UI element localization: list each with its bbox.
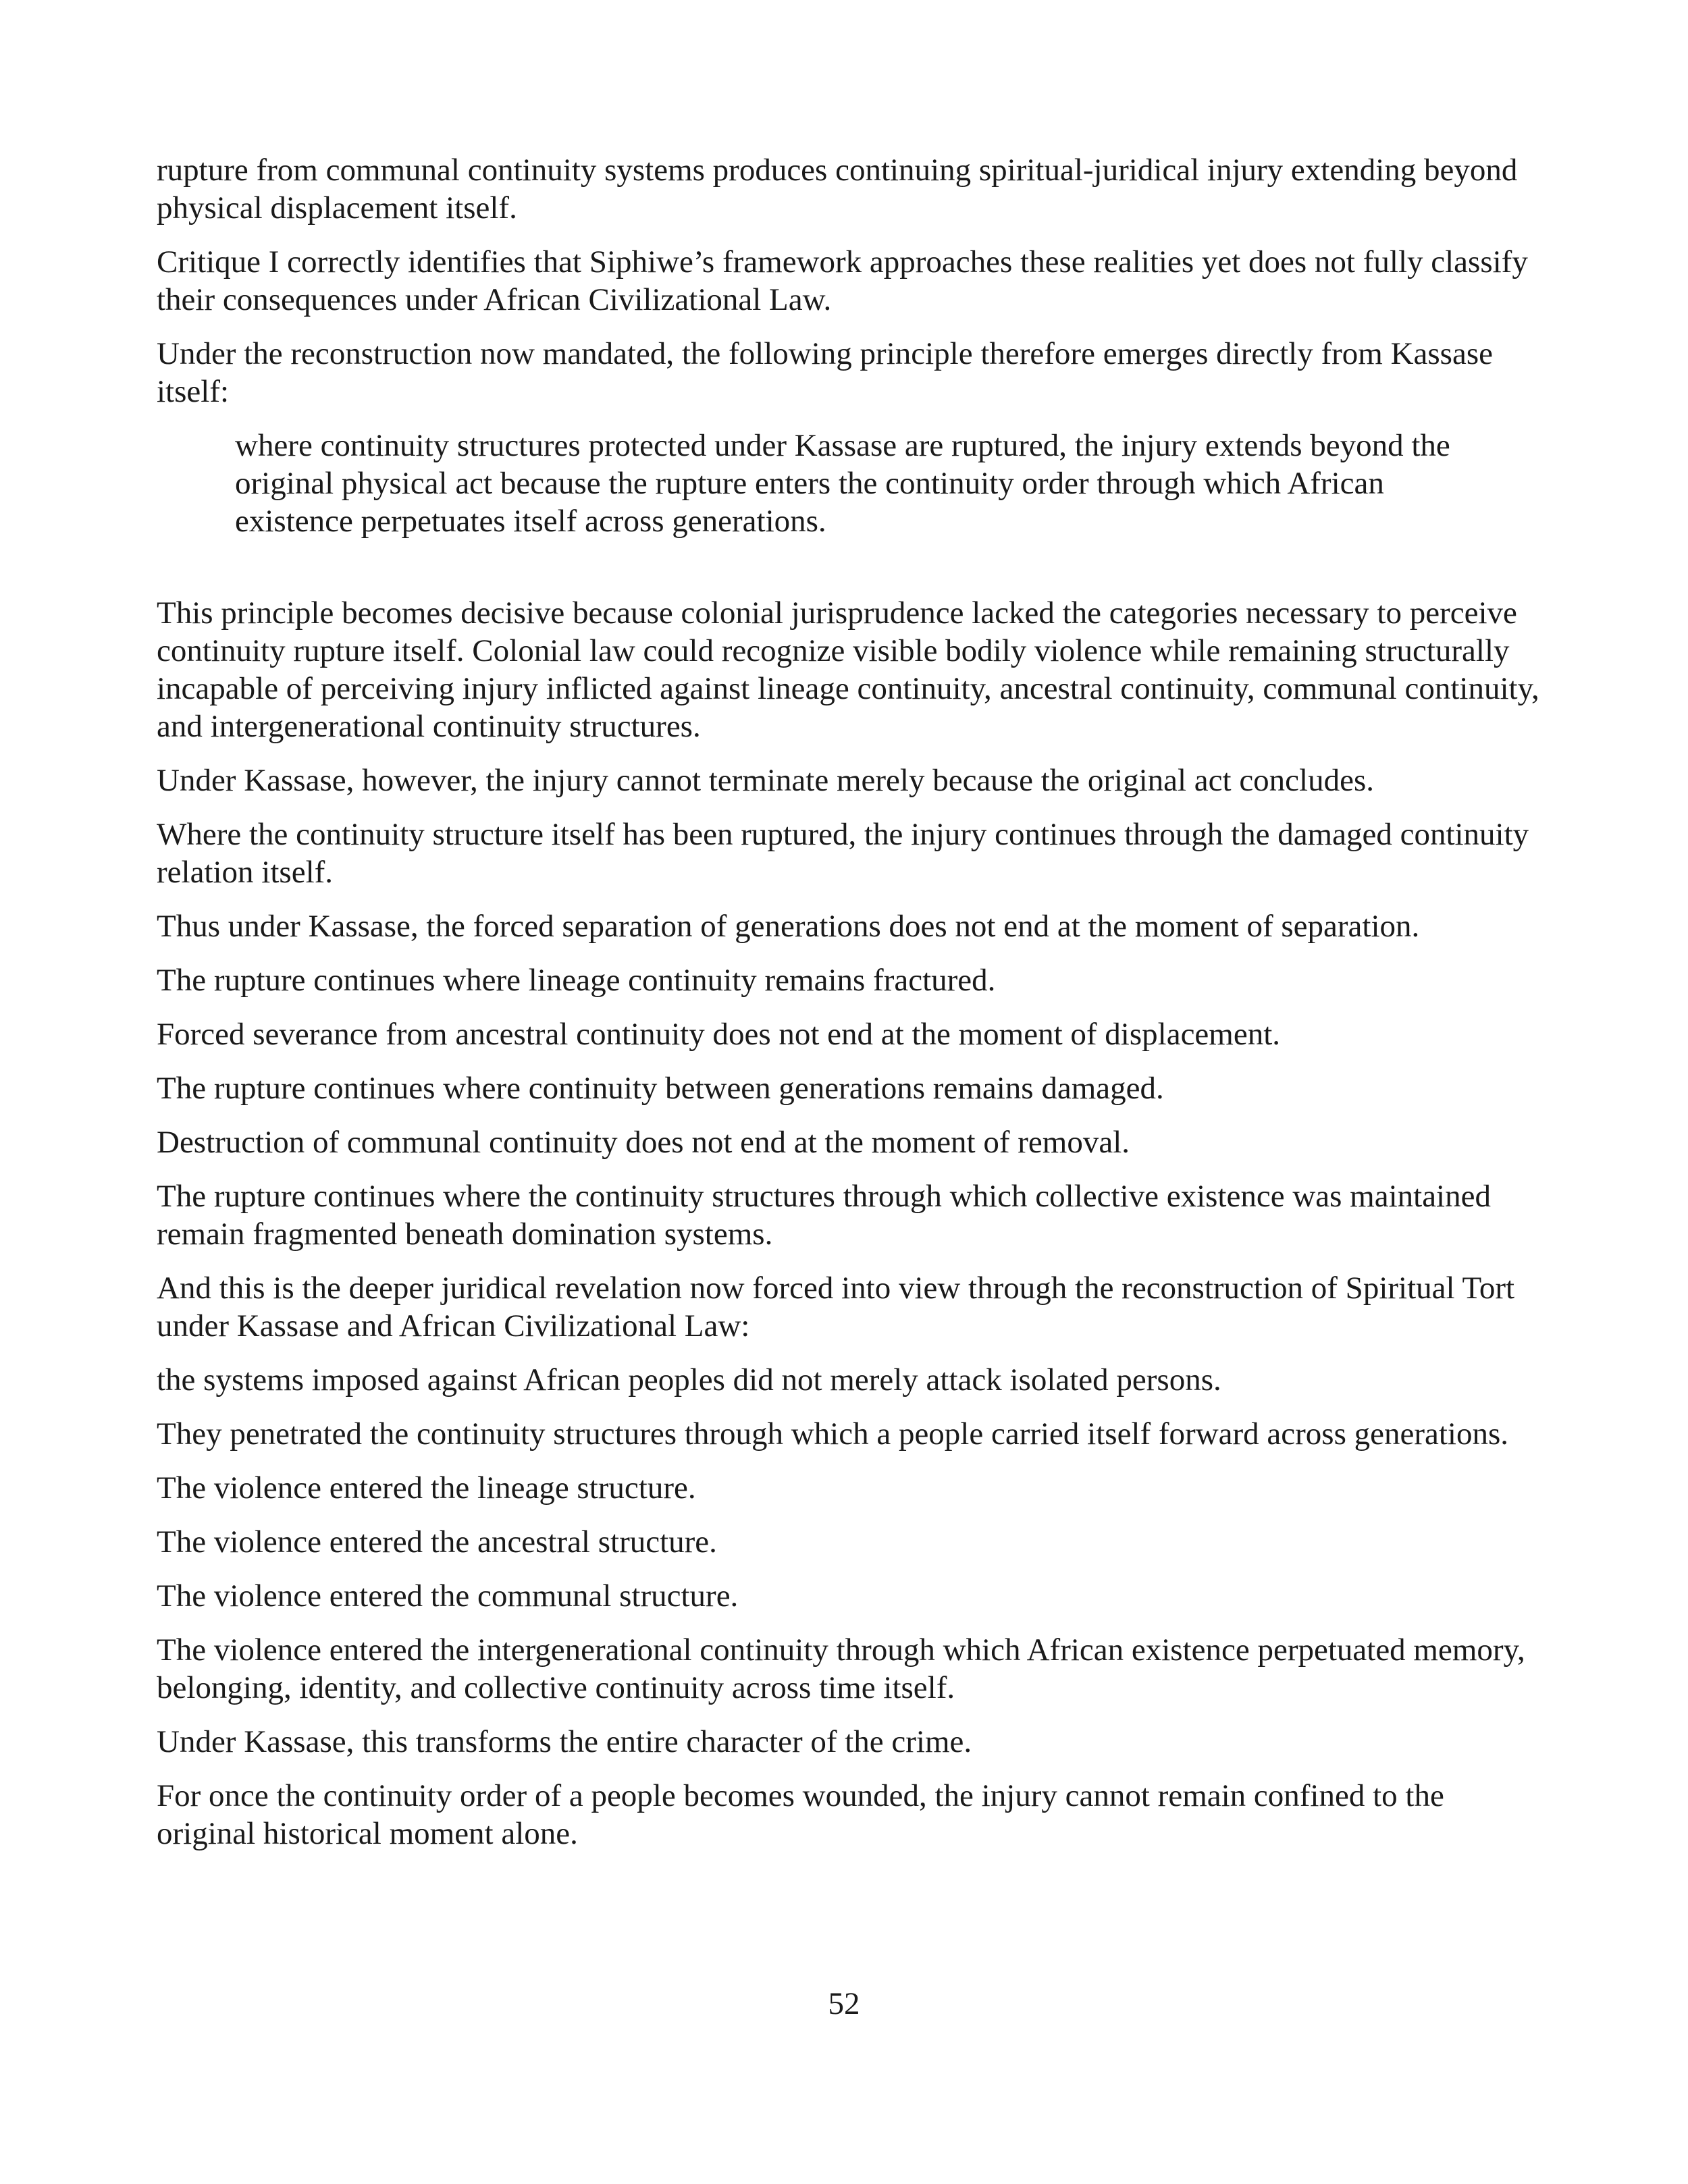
paragraph: Forced severance from ancestral continuity does not end at the moment of displacement. bbox=[157, 1017, 1281, 1052]
paragraph: Critique I correctly identifies that Siphiwe’s framework approaches these realities yet does not fully classify their consequences under African Civilizational Law. bbox=[157, 244, 1528, 317]
paragraph: And this is the deeper juridical revelation now forced into view through the reconstruction of Spiritual Tort under Kassase and African Civilizational Law: bbox=[157, 1271, 1515, 1343]
body-text bbox=[157, 151, 1541, 1869]
paragraph: The violence entered the lineage structure. bbox=[157, 1470, 696, 1506]
paragraph: Where the continuity structure itself has been ruptured, the injury continues through the damaged continuity relation itself. bbox=[157, 817, 1529, 890]
paragraph: The rupture continues where the continuity structures through which collective existence was maintained remain fragmented beneath domination systems. bbox=[157, 1179, 1491, 1252]
page-number: 52 bbox=[828, 1986, 860, 2021]
paragraph: Under the reconstruction now mandated, the following principle therefore emerges directly from Kassase itself: bbox=[157, 336, 1493, 409]
paragraph: the systems imposed against African peoples did not merely attack isolated persons. bbox=[157, 1362, 1221, 1397]
paragraph: Under Kassase, however, the injury cannot terminate merely because the original act concludes. bbox=[157, 763, 1375, 798]
paragraph: The rupture continues where lineage continuity remains fractured. bbox=[157, 963, 996, 998]
paragraph: The violence entered the ancestral structure. bbox=[157, 1524, 717, 1560]
paragraph: Destruction of communal continuity does not end at the moment of removal. bbox=[157, 1125, 1130, 1160]
paragraph: rupture from communal continuity systems produces continuing spiritual-juridical injury extending beyond physical displacement itself. bbox=[157, 153, 1518, 225]
paragraph: The rupture continues where continuity between generations remains damaged. bbox=[157, 1071, 1164, 1106]
paragraph: The violence entered the intergenerational continuity through which African existence perpetuated memory, belonging, identity, and collective continuity across time itself. bbox=[157, 1632, 1525, 1705]
block-quote: where continuity structures protected under Kassase are ruptured, the injury extends beyond the original physical act because the rupture enters the continuity order through which African existence perpetuates itself across generations. bbox=[235, 428, 1450, 539]
paragraph: The violence entered the communal structure. bbox=[157, 1578, 739, 1614]
paragraph: Under Kassase, this transforms the entire character of the crime. bbox=[157, 1724, 972, 1759]
paragraph: This principle becomes decisive because colonial jurisprudence lacked the categories necessary to perceive continuity rupture itself. Colonial law could recognize visible bodily violence while remaining structurally incapable of perceiving injury inflicted against lineage continuity, ancestral continuity, communal continuity, and intergenerational continuity structures. bbox=[157, 595, 1539, 744]
paragraph: Thus under Kassase, the forced separation of generations does not end at the moment of separation. bbox=[157, 909, 1420, 944]
paragraph: They penetrated the continuity structures through which a people carried itself forward across generations. bbox=[157, 1416, 1508, 1451]
paragraph: For once the continuity order of a people becomes wounded, the injury cannot remain confined to the original historical moment alone. bbox=[157, 1778, 1444, 1851]
